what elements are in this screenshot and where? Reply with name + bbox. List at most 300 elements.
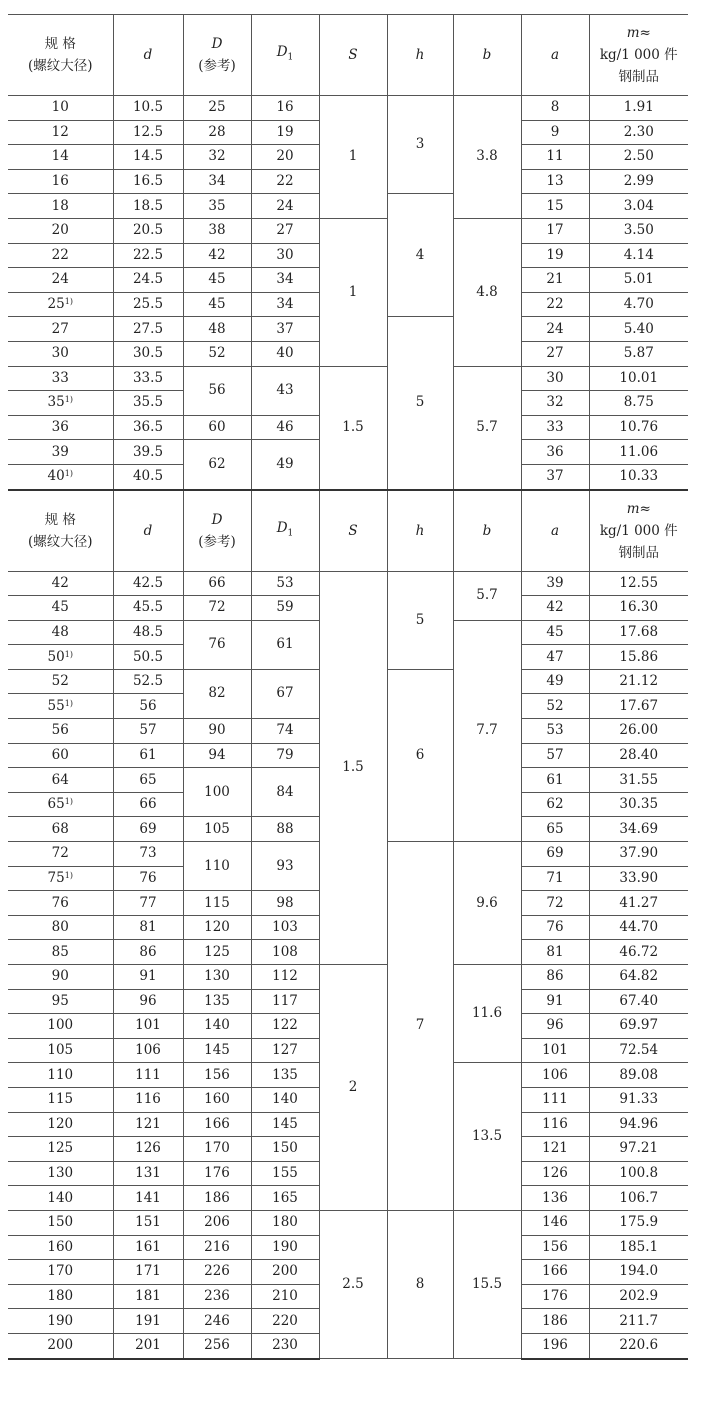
header-a-label: a [550,47,560,63]
cell-spec [8,268,113,293]
cell-D1: 190 [251,1235,319,1260]
cell-a: 30 [521,366,589,391]
cell-m: 89.08 [589,1063,688,1088]
cell-spec [8,1063,113,1088]
cell-D: 176 [183,1161,251,1186]
cell-D: 100 [183,768,251,817]
cell-spec [8,1112,113,1137]
cell-D1: 135 [251,1063,319,1088]
cell-a: 86 [521,965,589,990]
cell-S: 1 [319,96,387,219]
header-m [589,490,688,572]
cell-b: 7.7 [453,620,521,841]
cell-a: 196 [521,1333,589,1358]
cell-spec-value: 80 [51,919,69,936]
cell-b: 4.8 [453,218,521,366]
cell-spec-value: 190 [47,1312,74,1329]
header-m-unit: kg/1 000 件 [599,522,678,539]
cell-m: 211.7 [589,1309,688,1334]
cell-spec [8,1210,113,1235]
cell-spec [8,1235,113,1260]
cell-spec [8,366,113,391]
header-m-symbol: m≈ [626,25,651,41]
cell-a: 17 [521,218,589,243]
cell-m: 15.86 [589,645,688,670]
cell-d: 116 [113,1087,183,1112]
cell-D1: 24 [251,194,319,219]
cell-m: 8.75 [589,391,688,416]
cell-D1: 43 [251,366,319,415]
cell-b: 9.6 [453,842,521,965]
table-row [8,366,688,391]
cell-a: 39 [521,571,589,596]
header-d-label: d [143,522,153,539]
cell-D1: 230 [251,1333,319,1358]
cell-a: 45 [521,620,589,645]
cell-d: 50.5 [113,645,183,670]
cell-spec-value: 64 [51,771,69,788]
cell-d: 12.5 [113,120,183,145]
cell-spec-value: 35 [47,394,65,411]
cell-D1: 46 [251,415,319,440]
cell-m: 31.55 [589,768,688,793]
table-row [8,218,688,243]
cell-spec-value: 120 [47,1115,74,1132]
cell-D1: 53 [251,571,319,596]
cell-spec [8,218,113,243]
cell-D1: 180 [251,1210,319,1235]
cell-d: 126 [113,1137,183,1162]
header-h-label: h [415,47,425,63]
cell-D: 90 [183,719,251,744]
cell-a: 47 [521,645,589,670]
cell-spec [8,1038,113,1063]
header-D-label: D [211,511,223,528]
cell-d: 33.5 [113,366,183,391]
header-a-label: a [550,522,560,539]
cell-d: 25.5 [113,292,183,317]
cell-h: 5 [387,317,453,490]
cell-d: 39.5 [113,440,183,465]
cell-a: 146 [521,1210,589,1235]
header-m-material: 钢制品 [618,544,659,561]
table-row [8,1210,688,1235]
header-D-label: D [211,36,223,52]
header-spec [8,15,113,96]
cell-d: 30.5 [113,341,183,366]
cell-d: 86 [113,940,183,965]
cell-D: 125 [183,940,251,965]
cell-D1: 122 [251,1014,319,1039]
cell-D: 32 [183,145,251,170]
cell-m: 64.82 [589,965,688,990]
cell-h: 6 [387,669,453,841]
cell-D1: 40 [251,341,319,366]
table-row [8,965,688,990]
cell-D: 28 [183,120,251,145]
cell-D1: 103 [251,915,319,940]
cell-d: 201 [113,1333,183,1358]
cell-spec-value: 25 [47,296,65,313]
cell-a: 176 [521,1284,589,1309]
cell-d: 20.5 [113,218,183,243]
header-D1 [251,490,319,572]
cell-spec-value: 12 [51,123,69,140]
cell-d: 48.5 [113,620,183,645]
header-spec-label: 规 格 [44,36,76,52]
cell-spec-value: 170 [47,1263,74,1280]
cell-D1: 19 [251,120,319,145]
cell-d: 14.5 [113,145,183,170]
cell-D: 170 [183,1137,251,1162]
cell-D: 115 [183,891,251,916]
cell-spec-value: 55 [47,697,65,714]
cell-b: 5.7 [453,571,521,620]
cell-spec-value: 150 [47,1214,74,1231]
cell-spec-value: 10 [51,99,69,116]
cell-m: 21.12 [589,669,688,694]
cell-D: 166 [183,1112,251,1137]
cell-spec [8,317,113,342]
cell-b: 13.5 [453,1063,521,1211]
cell-m: 5.87 [589,341,688,366]
cell-a: 61 [521,768,589,793]
cell-D: 62 [183,440,251,490]
cell-spec [8,169,113,194]
cell-a: 76 [521,915,589,940]
cell-D1: 16 [251,96,319,121]
header-S-label: S [348,522,358,539]
cell-spec [8,415,113,440]
cell-D1: 27 [251,218,319,243]
cell-D1: 84 [251,768,319,817]
header-m [589,15,688,96]
table-row [8,96,688,121]
header-row [8,15,688,96]
cell-spec [8,645,113,670]
cell-D: 45 [183,268,251,293]
header-d [113,15,183,96]
cell-spec-value: 125 [47,1140,74,1157]
header-S-label: S [348,47,358,63]
cell-D: 45 [183,292,251,317]
cell-a: 96 [521,1014,589,1039]
header-a [521,490,589,572]
cell-a: 126 [521,1161,589,1186]
header-S [319,15,387,96]
cell-d: 45.5 [113,596,183,621]
cell-spec [8,719,113,744]
cell-h: 3 [387,96,453,194]
cell-D: 105 [183,817,251,842]
cell-spec-value: 56 [51,722,69,739]
cell-D: 72 [183,596,251,621]
table-row [8,571,688,596]
cell-D1: 108 [251,940,319,965]
cell-D1: 67 [251,669,319,718]
cell-a: 111 [521,1087,589,1112]
cell-spec [8,440,113,465]
cell-D1: 200 [251,1260,319,1285]
footnote-mark: 1) [64,297,73,307]
cell-d: 91 [113,965,183,990]
cell-spec [8,792,113,817]
cell-S: 1 [319,218,387,366]
cell-D: 135 [183,989,251,1014]
cell-d: 22.5 [113,243,183,268]
cell-D1: 155 [251,1161,319,1186]
cell-a: 27 [521,341,589,366]
header-b [453,490,521,572]
header-S [319,490,387,572]
cell-a: 19 [521,243,589,268]
header-D1-sub: 1 [287,528,294,539]
cell-spec [8,243,113,268]
cell-m: 2.30 [589,120,688,145]
cell-spec-value: 14 [51,148,69,165]
cell-spec-value: 48 [51,623,69,640]
cell-D: 42 [183,243,251,268]
header-D-note: (参考) [198,533,236,550]
cell-m: 26.00 [589,719,688,744]
cell-D: 48 [183,317,251,342]
header-D1-sub: 1 [287,52,294,63]
cell-D1: 98 [251,891,319,916]
cell-a: 69 [521,842,589,867]
cell-D1: 220 [251,1309,319,1334]
cell-a: 116 [521,1112,589,1137]
cell-D1: 117 [251,989,319,1014]
header-b-label: b [482,522,492,539]
cell-D1: 79 [251,743,319,768]
cell-D: 226 [183,1260,251,1285]
cell-spec [8,1284,113,1309]
cell-spec-value: 85 [51,943,69,960]
cell-a: 91 [521,989,589,1014]
cell-m: 72.54 [589,1038,688,1063]
cell-D1: 93 [251,842,319,891]
cell-a: 81 [521,940,589,965]
cell-a: 9 [521,120,589,145]
cell-spec-value: 68 [51,820,69,837]
cell-a: 24 [521,317,589,342]
cell-spec [8,1161,113,1186]
cell-spec [8,1309,113,1334]
cell-a: 21 [521,268,589,293]
cell-m: 11.06 [589,440,688,465]
header-a [521,15,589,96]
cell-a: 15 [521,194,589,219]
cell-h: 8 [387,1210,453,1358]
cell-spec [8,1333,113,1358]
cell-spec [8,915,113,940]
cell-a: 136 [521,1186,589,1211]
cell-d: 52.5 [113,669,183,694]
cell-spec-value: 140 [47,1189,74,1206]
cell-m: 16.30 [589,596,688,621]
cell-spec [8,1186,113,1211]
cell-spec-value: 36 [51,419,69,436]
cell-a: 37 [521,464,589,489]
cell-spec [8,1260,113,1285]
cell-D1: 49 [251,440,319,490]
cell-spec [8,194,113,219]
cell-spec [8,965,113,990]
header-h [387,490,453,572]
header-b-label: b [482,47,492,63]
cell-m: 2.99 [589,169,688,194]
cell-d: 27.5 [113,317,183,342]
cell-spec [8,596,113,621]
cell-spec-value: 75 [47,869,65,886]
cell-d: 76 [113,866,183,891]
cell-spec [8,96,113,121]
cell-m: 10.76 [589,415,688,440]
cell-D: 56 [183,366,251,415]
cell-D: 38 [183,218,251,243]
cell-spec-value: 18 [51,197,69,214]
cell-a: 72 [521,891,589,916]
cell-a: 101 [521,1038,589,1063]
cell-D1: 20 [251,145,319,170]
cell-m: 220.6 [589,1333,688,1358]
cell-h: 4 [387,194,453,317]
cell-spec-value: 60 [51,746,69,763]
cell-m: 106.7 [589,1186,688,1211]
cell-spec-value: 42 [51,574,69,591]
cell-spec [8,940,113,965]
cell-d: 10.5 [113,96,183,121]
cell-S: 1.5 [319,571,387,965]
cell-d: 56 [113,694,183,719]
washer-spec-table [8,14,688,1360]
cell-D: 110 [183,842,251,891]
header-m-unit: kg/1 000 件 [599,47,678,63]
cell-D: 236 [183,1284,251,1309]
cell-spec [8,989,113,1014]
cell-m: 44.70 [589,915,688,940]
footnote-mark: 1) [64,797,73,807]
header-b [453,15,521,96]
cell-m: 37.90 [589,842,688,867]
cell-spec-value: 20 [51,222,69,239]
cell-spec-value: 76 [51,894,69,911]
cell-d: 73 [113,842,183,867]
cell-spec-value: 160 [47,1238,74,1255]
cell-a: 22 [521,292,589,317]
cell-m: 33.90 [589,866,688,891]
cell-m: 3.04 [589,194,688,219]
cell-m: 69.97 [589,1014,688,1039]
cell-m: 34.69 [589,817,688,842]
header-d-label: d [143,47,153,63]
footnote-mark: 1) [64,649,73,659]
cell-a: 57 [521,743,589,768]
cell-D: 186 [183,1186,251,1211]
cell-spec [8,120,113,145]
cell-d: 18.5 [113,194,183,219]
cell-m: 2.50 [589,145,688,170]
cell-D1: 140 [251,1087,319,1112]
cell-spec-value: 90 [51,968,69,985]
header-D-note: (参考) [198,58,236,74]
cell-m: 3.50 [589,218,688,243]
cell-m: 17.68 [589,620,688,645]
cell-m: 97.21 [589,1137,688,1162]
cell-a: 11 [521,145,589,170]
cell-D1: 34 [251,292,319,317]
cell-spec [8,571,113,596]
cell-spec [8,669,113,694]
cell-D: 52 [183,341,251,366]
cell-D: 35 [183,194,251,219]
cell-a: 53 [521,719,589,744]
cell-D1: 88 [251,817,319,842]
cell-D: 120 [183,915,251,940]
cell-m: 28.40 [589,743,688,768]
cell-D: 82 [183,669,251,718]
cell-spec [8,1137,113,1162]
cell-d: 16.5 [113,169,183,194]
cell-d: 36.5 [113,415,183,440]
cell-D: 206 [183,1210,251,1235]
cell-D: 216 [183,1235,251,1260]
cell-D1: 145 [251,1112,319,1137]
cell-d: 171 [113,1260,183,1285]
cell-a: 13 [521,169,589,194]
cell-h: 5 [387,571,453,669]
cell-d: 66 [113,792,183,817]
cell-spec [8,292,113,317]
cell-D: 34 [183,169,251,194]
cell-spec [8,842,113,867]
cell-spec-value: 40 [47,468,65,485]
cell-D1: 37 [251,317,319,342]
cell-m: 175.9 [589,1210,688,1235]
header-h-label: h [415,522,425,539]
cell-D1: 59 [251,596,319,621]
cell-a: 106 [521,1063,589,1088]
header-d [113,490,183,572]
cell-spec-value: 27 [51,320,69,337]
header-spec-label: 规 格 [44,511,76,528]
cell-D1: 150 [251,1137,319,1162]
header-D [183,490,251,572]
cell-D1: 30 [251,243,319,268]
cell-spec [8,866,113,891]
cell-d: 61 [113,743,183,768]
cell-a: 65 [521,817,589,842]
cell-D1: 165 [251,1186,319,1211]
cell-d: 191 [113,1309,183,1334]
cell-D: 145 [183,1038,251,1063]
cell-m: 30.35 [589,792,688,817]
cell-D1: 210 [251,1284,319,1309]
cell-m: 202.9 [589,1284,688,1309]
footnote-mark: 1) [64,870,73,880]
cell-spec-value: 52 [51,673,69,690]
cell-m: 67.40 [589,989,688,1014]
cell-m: 5.01 [589,268,688,293]
cell-D1: 61 [251,620,319,669]
cell-spec [8,768,113,793]
cell-d: 96 [113,989,183,1014]
cell-D: 256 [183,1333,251,1358]
cell-spec-value: 30 [51,345,69,362]
cell-b: 11.6 [453,965,521,1063]
cell-spec-value: 95 [51,992,69,1009]
cell-spec [8,743,113,768]
